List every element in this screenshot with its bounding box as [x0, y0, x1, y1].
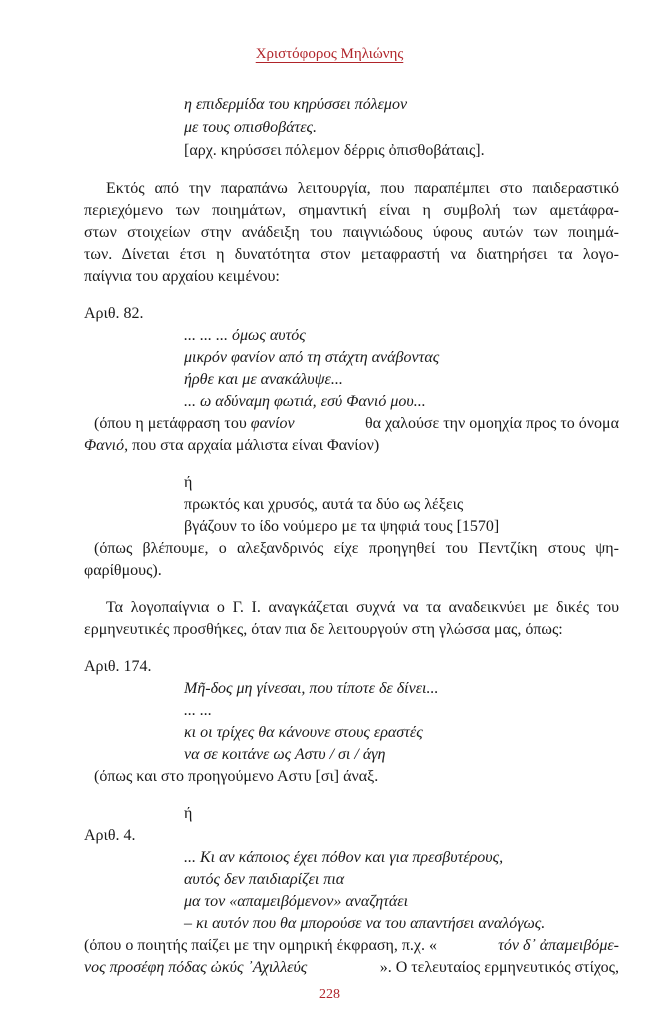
- verse-line: ήρθε και με ανακάλυψε...: [184, 371, 343, 388]
- note-line: (όπως βλέπουμε, ο αλεξανδρινός είχε προηγηθεί του Πεντζίκη στους ψη-: [94, 540, 619, 557]
- note-line: φαρίθμους).: [84, 562, 162, 579]
- note-text: (όπου η μετάφραση του: [94, 415, 251, 432]
- original-greek-line: [αρχ. κηρύσσει πόλεμον δέρρις ὀπισθοβάταις].: [184, 142, 485, 159]
- paragraph-line: στων στοιχείων στην ανάδειξη του παιγνιώδους ύφους αυτών των ποιημά-: [84, 224, 619, 241]
- note-emphasis: φανίον: [250, 415, 295, 432]
- note-text: (όπου ο ποιητής παίζει με την ομηρική έκφραση, π.χ. «: [84, 937, 438, 954]
- or-separator: ή: [184, 805, 193, 822]
- paragraph-line: περιεχόμενο των ποιημάτων, σημαντική είναι η συμβολή των αμετάφρα-: [84, 202, 619, 219]
- note-emphasis: νος προσέφη πόδας ὠκύς ᾽Αχιλλεύς: [84, 959, 308, 976]
- or-separator: ή: [184, 474, 193, 491]
- verse-line: ... Κι αν κάποιος έχει πόθον και για πρεσβυτέρους,: [184, 849, 504, 866]
- example-label: Αριθ. 82.: [84, 305, 144, 322]
- note-text: θα χαλούσε την ομοηχία προς το όνομα: [365, 415, 619, 432]
- paragraph-line: ερμηνευτικές προσθήκες, όταν πια δε λειτουργούν στη γλώσσα μας, όπως:: [84, 621, 563, 638]
- verse-line: πρωκτός και χρυσός, αυτά τα δύο ως λέξεις: [184, 496, 464, 513]
- verse-line: ... ... ... όμως αυτός: [184, 327, 306, 344]
- note-text: ». Ο τελευταίος ερμηνευτικός στίχος,: [379, 959, 619, 976]
- note-line: [84, 436, 379, 456]
- verse-line: να σε κοιτάνε ως Αστυ / σι / άγη: [184, 746, 386, 763]
- paragraph-line: Εκτός από την παραπάνω λειτουργία, που παραπέμπει στο παιδεραστικό: [106, 180, 619, 197]
- verse-line: ... ω αδύναμη φωτιά, εσύ Φανιό μου...: [184, 393, 426, 410]
- note-line: [84, 958, 619, 978]
- verse-line: – κι αυτόν που θα μπορούσε να του απαντήσει αναλόγως.: [184, 915, 546, 932]
- note-line: [84, 936, 619, 956]
- verse-line: η επιδερμίδα του κηρύσσει πόλεμον: [184, 96, 408, 113]
- verse-line: αυτός δεν παιδιαρίζει πια: [184, 871, 345, 888]
- note-line: (όπως και στο προηγούμενο Αστυ [σι] άναξ.: [94, 768, 379, 785]
- note-emphasis: Φανιό: [84, 437, 125, 454]
- paragraph-line: Τα λογοπαίγνια ο Γ. Ι. αναγκάζεται συχνά να τα αναδεικνύει με δικές του: [106, 599, 619, 616]
- verse-line: μα τον «απαμειβόμενον» αναζητάει: [184, 893, 409, 910]
- running-header: Χριστόφορος Μηλιώνης: [255, 46, 404, 62]
- example-label: Αριθ. 174.: [84, 658, 152, 675]
- verse-line: με τους οπισθοβάτες.: [184, 119, 317, 136]
- verse-line: ... ...: [184, 702, 212, 719]
- note-text: , που στα αρχαία μάλιστα είναι Φανίον): [124, 437, 380, 454]
- verse-line: μικρόν φανίον από τη στάχτη ανάβοντας: [184, 349, 440, 366]
- verse-line: Μῆ-δος μη γίνεσαι, που τίποτε δε δίνει...: [184, 680, 439, 697]
- example-label: Αριθ. 4.: [84, 827, 136, 844]
- page-number: 228: [319, 987, 340, 1002]
- verse-line: βγάζουν το ίδο νούμερο με τα ψηφιά τους [1570]: [184, 518, 500, 535]
- paragraph-line: παίγνια του αρχαίου κειμένου:: [84, 268, 280, 285]
- note-emphasis: τόν δ᾽ ἀπαμειβόμε-: [498, 937, 619, 954]
- paragraph-line: των. Δίνεται έτσι η δυνατότητα στον μεταφραστή να διατηρήσει τα λογο-: [84, 246, 619, 263]
- verse-line: κι οι τρίχες θα κάνουνε στους εραστές: [184, 724, 423, 741]
- note-line: [94, 414, 619, 434]
